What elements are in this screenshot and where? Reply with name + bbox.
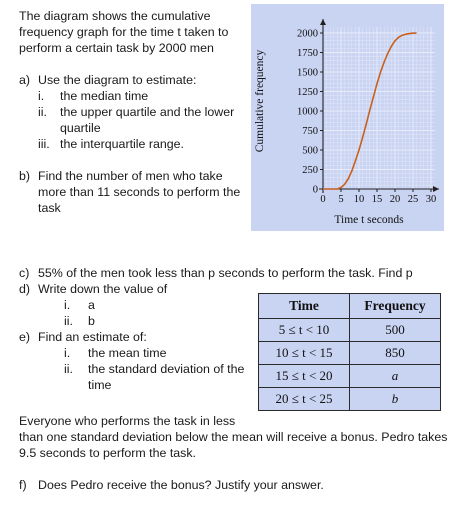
x-tick-label: 30 [425,194,437,205]
frequency-table [258,293,441,411]
y-tick-label: 1750 [297,48,318,59]
table-cell-time: 15 ≤ t < 20 [259,365,350,388]
x-tick-label: 25 [407,194,419,205]
part-d-item-text: a [88,298,95,312]
part-e-item-text: the standard deviation of the [88,362,245,376]
part-b-line-2: more than 11 seconds to perform the [38,185,241,199]
table-cell-time: 5 ≤ t < 10 [259,319,350,342]
table-cell-frequency: 500 [350,319,441,342]
y-tick-label: 500 [302,145,318,157]
x-tick-label: 0 [320,194,326,205]
part-e-item-num: i. [64,346,71,360]
part-d-label: d) [19,282,31,296]
y-tick-label: 250 [302,165,318,176]
intro-line-3: perform a certain task by 2000 men [19,41,214,55]
x-tick-label: 5 [338,194,344,205]
table-row [259,319,441,342]
x-tick-label: 10 [353,194,365,205]
x-axis-label: Time t seconds [334,214,404,226]
part-d-text: Write down the value of [38,282,168,296]
part-b-line-1: Find the number of men who take [38,169,223,183]
y-tick-label: 1250 [297,87,318,98]
part-a-item-text: the upper quartile and the lower [60,105,235,119]
table-cell-frequency: a [350,365,441,388]
part-a-item-text: quartile [60,121,101,135]
y-tick-label: 0 [312,184,318,196]
part-f-label: f) [19,478,27,492]
part-e-text: Find an estimate of: [38,330,147,344]
part-c-label: c) [19,266,30,280]
x-tick-label: 20 [389,194,401,205]
bonus-line-3: 9.5 seconds to perform the task. [19,446,197,460]
part-a-item-num: iii. [38,137,50,151]
table-header-time: Time [259,294,350,319]
table-row [259,365,441,388]
y-tick-label: 750 [302,126,318,137]
part-b-line-3: task [38,201,61,215]
table-header-row [259,294,441,319]
table-cell-frequency: 850 [350,342,441,365]
table-header-frequency: Frequency [350,294,441,319]
part-e-item-text: time [88,378,112,392]
part-a-item-text: the median time [60,89,149,103]
part-e-item-text: the mean time [88,346,167,360]
y-tick-label: 2000 [297,28,318,40]
part-a-label: a) [19,73,31,87]
part-a-item-text: the interquartile range. [60,137,184,151]
part-f-text: Does Pedro receive the bonus? Justify your answer. [38,478,324,492]
part-d-item-num: ii. [64,314,73,328]
part-a-text: Use the diagram to estimate: [38,73,197,87]
part-a-item-num: i. [38,89,45,103]
part-b-label: b) [19,169,31,183]
table-row [259,388,441,411]
x-tick-label: 15 [371,194,383,205]
table-cell-frequency: b [350,388,441,411]
y-tick-label: 1000 [297,106,318,118]
cumulative-frequency-graph [251,4,444,231]
part-e-item-num: ii. [64,362,73,376]
intro-line-1: The diagram shows the cumulative [19,9,211,23]
part-d-item-num: i. [64,298,71,312]
part-c-text: 55% of the men took less than p seconds to perform the task. Find p [38,266,413,280]
part-d-item-text: b [88,314,95,328]
intro-line-2: frequency graph for the time t taken to [19,25,229,39]
table-row [259,342,441,365]
part-a-item-num: ii. [38,105,47,119]
part-e-label: e) [19,330,31,344]
bonus-line-1: Everyone who performs the task in less [19,414,236,428]
y-axis-label: Cumulative frequency [254,49,266,153]
bonus-line-2: than one standard deviation below the mean will receive a bonus. Pedro takes [19,430,448,444]
y-tick-label: 1500 [297,67,318,79]
table-cell-time: 20 ≤ t < 25 [259,388,350,411]
table-cell-time: 10 ≤ t < 15 [259,342,350,365]
